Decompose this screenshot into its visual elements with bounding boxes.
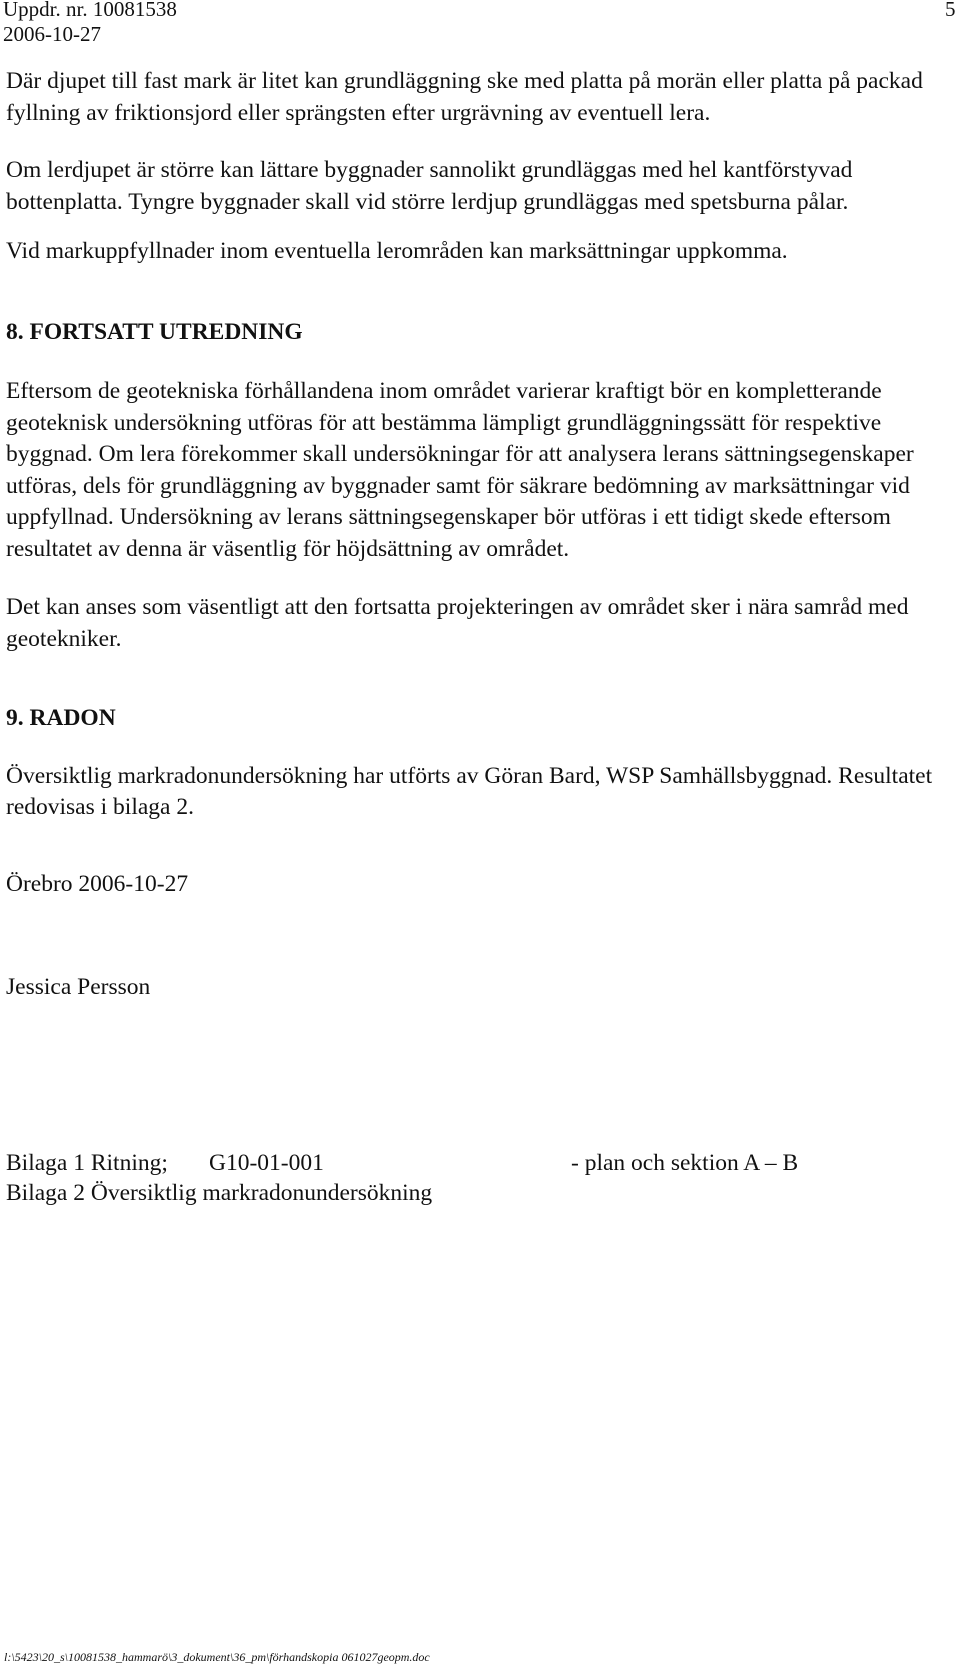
appendix-item [6,1148,950,1178]
section-heading-radon: 9. RADON [6,705,116,731]
paragraph-settlement: Vid markuppfyllnader inom eventuella lerområden kan marksättningar uppkomma. [6,238,788,264]
header-date: 2006-10-27 [3,22,101,46]
paragraph-radon: Översiktlig markradonundersökning har utförts av Göran Bard, WSP Samhällsbyggnad. Resultatet redovisas i bilaga 2. [6,762,933,820]
document-body [6,66,950,1004]
appendix-1-drawing-number: G10-01-001 [209,1150,324,1176]
appendix-1-description: - plan och sektion A – B [571,1150,799,1176]
appendix-list [6,1148,950,1208]
appendix-2-label: Bilaga 2 Översiktlig markradonundersökning [6,1180,433,1206]
signature-place-date: Örebro 2006-10-27 [6,870,189,897]
appendix-1-label: Bilaga 1 Ritning; [6,1150,168,1176]
paragraph-further-investigation: Eftersom de geotekniska förhållandena inom området varierar kraftigt bör en kompletterande geoteknisk undersökning utföras för att bestämma lämpligt grundläggningssätt för respektive byggnad. Om lera förekommer skall undersökningar för att analysera lerans sättningsegenskaper utföras, dels för grundläggning av byggnader samt för säkrare bedömning av marksättningar vid uppfyllnad. Undersökning av lerans sättningsegenskaper bör utföras i ett tidigt skede eftersom resultatet av denna är väsentlig för höjdsättning av området. [6,378,914,562]
page-number: 5 [945,0,956,21]
appendix-item [6,1178,950,1208]
paragraph-geotechnical-consultation: Det kan anses som väsentligt att den fortsatta projekteringen av området sker i nära samråd med geotekniker. [6,594,909,652]
header-reference: Uppdr. nr. 10081538 [3,0,177,21]
signature-name: Jessica Persson [6,974,151,1000]
paragraph-foundation-shallow: Där djupet till fast mark är litet kan grundläggning ske med platta på morän eller platta på packad fyllning av friktionsjord eller sprängsten efter urgrävning av eventuell lera. [6,68,923,126]
section-heading-fortsatt-utredning: 8. FORTSATT UTREDNING [6,318,303,345]
footer-file-path: l:\5423\20_s\10081538_hammarö\3_dokument\36_pm\förhandskopia 061027geopm.doc [4,1650,430,1664]
paragraph-foundation-deep: Om lerdjupet är större kan lättare byggnader sannolikt grundläggas med hel kantförstyvad bottenplatta. Tyngre byggnader skall vid större lerdjup grundläggas med spetsburna pålar. [6,157,853,215]
